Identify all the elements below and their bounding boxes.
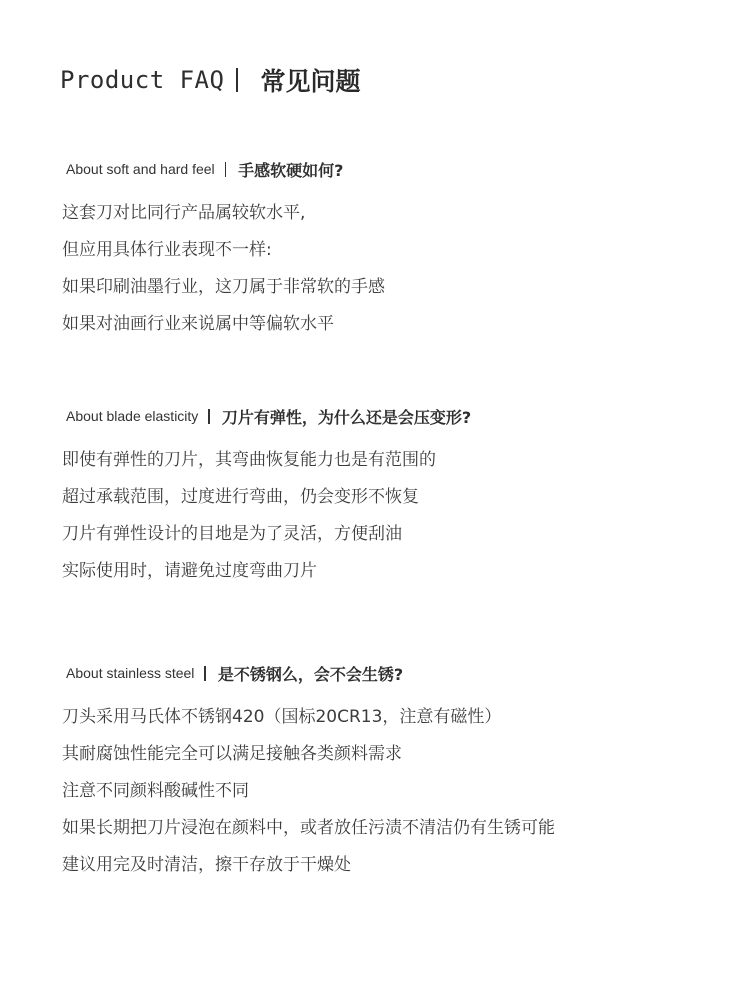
section-heading-cn: 是不锈钢么，会不会生锈? bbox=[217, 664, 404, 684]
answer-lines bbox=[62, 195, 385, 343]
answer-line: 其耐腐蚀性能完全可以满足接触各类颜料需求 bbox=[62, 744, 402, 764]
answer-line: 如果长期把刀片浸泡在颜料中，或者放任污渍不清洁仍有生锈可能 bbox=[62, 818, 555, 838]
section-heading-en: About blade elasticity bbox=[66, 408, 199, 424]
section-heading bbox=[66, 158, 716, 180]
section-heading-cn: 刀片有弹性，为什么还是会压变形? bbox=[221, 407, 472, 427]
answer-line: 但应用具体行业表现不一样: bbox=[62, 240, 272, 260]
section-heading-cn: 手感软硬如何? bbox=[238, 160, 344, 180]
answer-line: 刀片有弹性设计的目地是为了灵活，方便刮油 bbox=[62, 524, 402, 544]
faq-section-elasticity bbox=[62, 405, 716, 581]
answer-lines bbox=[62, 442, 436, 590]
page-title-en: Product FAQ bbox=[60, 66, 225, 94]
faq-section-soft-hard bbox=[62, 158, 716, 334]
heading-divider bbox=[208, 409, 210, 424]
answer-line: 刀头采用马氏体不锈钢420（国标20CR13，注意有磁性） bbox=[62, 707, 502, 727]
answer-line: 建议用完及时清洁，擦干存放于干燥处 bbox=[62, 855, 351, 875]
heading-divider bbox=[225, 162, 227, 177]
section-heading-en: About stainless steel bbox=[66, 665, 195, 681]
faq-section-stainless bbox=[62, 662, 716, 875]
answer-lines bbox=[62, 699, 555, 884]
section-heading bbox=[66, 405, 716, 427]
section-heading-en: About soft and hard feel bbox=[66, 161, 215, 177]
answer-line: 注意不同颜料酸碱性不同 bbox=[62, 781, 249, 801]
title-divider bbox=[236, 68, 238, 92]
heading-divider bbox=[204, 666, 206, 681]
answer-line: 即使有弹性的刀片，其弯曲恢复能力也是有范围的 bbox=[62, 450, 436, 470]
answer-line: 如果印刷油墨行业，这刀属于非常软的手感 bbox=[62, 277, 385, 297]
page-title-cn: 常见问题 bbox=[260, 67, 361, 96]
answer-line: 实际使用时，请避免过度弯曲刀片 bbox=[62, 561, 317, 581]
answer-line: 超过承载范围，过度进行弯曲，仍会变形不恢复 bbox=[62, 487, 419, 507]
page-header bbox=[60, 62, 360, 98]
answer-line: 如果对油画行业来说属中等偏软水平 bbox=[62, 314, 334, 334]
section-heading bbox=[66, 662, 716, 684]
answer-line: 这套刀对比同行产品属较软水平, bbox=[62, 203, 306, 223]
